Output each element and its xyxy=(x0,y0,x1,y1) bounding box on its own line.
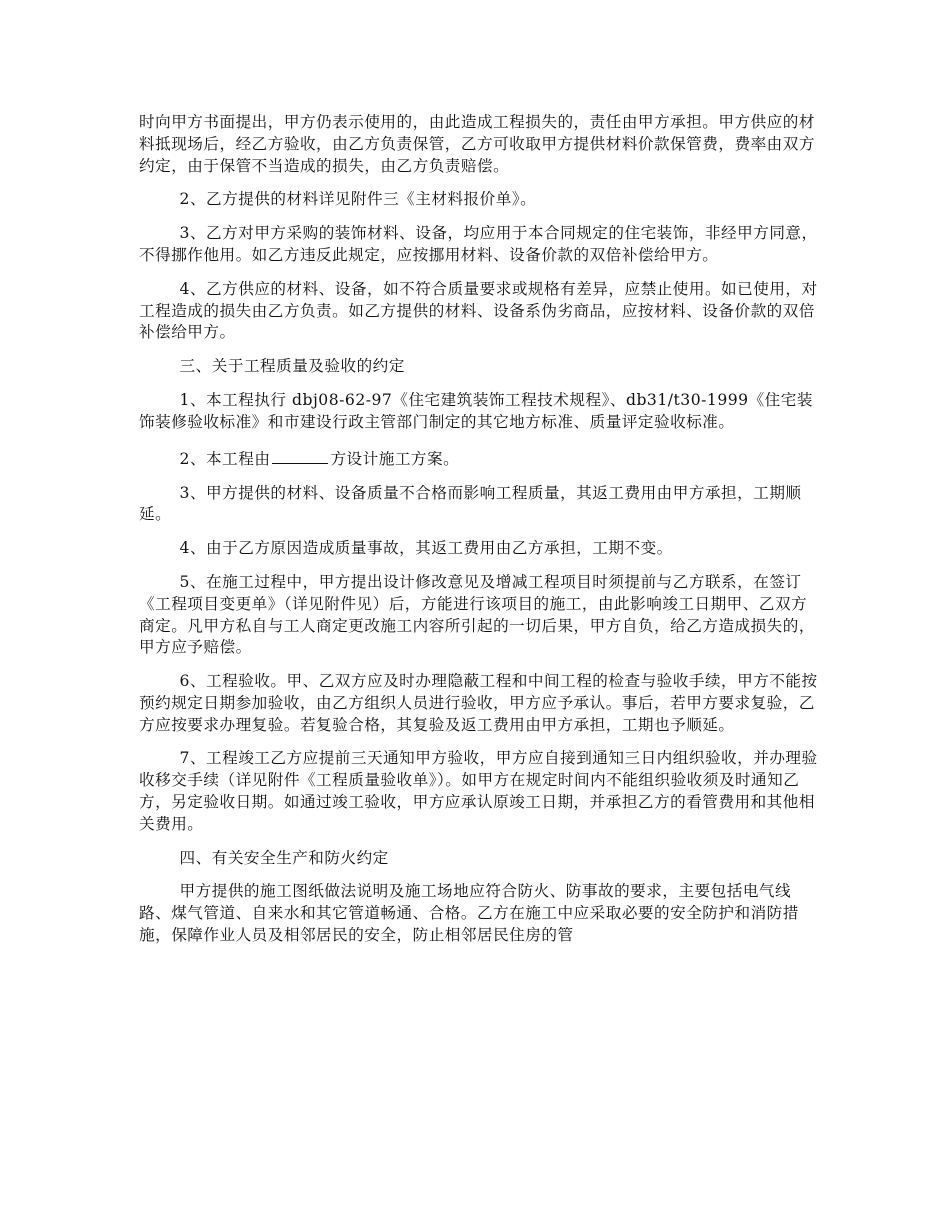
paragraph-continuation: 时向甲方书面提出，甲方仍表示使用的，由此造成工程损失的，责任由甲方承担。甲方供应的材料抵现场后，经乙方验收，由乙方负责保管，乙方可收取甲方提供材料价款保管费，费率由双方约定，由于保管不当造成的损失，由乙方负责赔偿。 xyxy=(139,113,815,175)
paragraph-quality-5: 5、在施工过程中，甲方提出设计修改意见及增减工程项目时须提前与乙方联系，在签订《工程项目变更单》（详见附件见）后，方能进行该项目的施工，由此影响竣工日期甲、乙双方商定。凡甲方私自与工人商定更改施工内容所引起的一切后果，甲方自负，给乙方造成损失的，甲方应予赔偿。 xyxy=(139,572,815,657)
paragraph-quality-3: 3、甲方提供的材料、设备质量不合格而影响工程质量，其返工费用由甲方承担，工期顺延。 xyxy=(139,483,802,524)
paragraph-quality-7: 7、工程竣工乙方应提前三天通知甲方验收，甲方应自接到通知三日内组织验收，并办理验收移交手续（详见附件《工程质量验收单》）。如甲方在规定时间内不能组织验收须及时通知乙方，另定验收日期。如通过竣工验收，甲方应承认原竣工日期，并承担乙方的看管费用和其他相关费用。 xyxy=(139,749,818,833)
document-body xyxy=(139,112,819,947)
section-heading-quality: 三、关于工程质量及验收的约定 xyxy=(179,357,405,376)
section-heading-safety: 四、有关安全生产和防火约定 xyxy=(179,848,389,867)
quality-2-text-after: 方设计施工方案。 xyxy=(330,449,460,468)
paragraph-quality-2 xyxy=(139,446,819,471)
paragraph-clause-2-materials: 2、乙方提供的材料详见附件三《主材料报价单》。 xyxy=(179,190,537,209)
paragraph-safety-1: 甲方提供的施工图纸做法说明及施工场地应符合防火、防事故的要求，主要包括电气线路、煤气管道、自来水和其它管道畅通、合格。乙方在施工中应采取必要的安全防护和消防措施，保障作业人员及相邻居民的安全，防止相邻居民住房的管 xyxy=(139,882,799,945)
fill-in-blank xyxy=(272,446,328,464)
paragraph-clause-4-materials: 4、乙方供应的材料、设备，如不符合质量要求或规格有差异，应禁止使用。如已使用，对工程造成的损失由乙方负责。如乙方提供的材料、设备系伪劣商品，应按材料、设备价款的双倍补偿给甲方。 xyxy=(139,279,818,342)
quality-2-text-before: 2、本工程由 xyxy=(179,449,271,468)
paragraph-quality-1: 1、本工程执行 dbj08-62-97《住宅建筑装饰工程技术规程》、db31/t30-1999《住宅装饰装修验收标准》和市建设行政主管部门制定的其它地方标准、质量评定验收标准。 xyxy=(139,390,813,431)
paragraph-quality-6: 6、工程验收。甲、乙双方应及时办理隐蔽工程和中间工程的检查与验收手续，甲方不能按预约规定日期参加验收，由乙方组织人员进行验收，甲方应予承认。事后，若甲方要求复验，乙方应按要求办理复验。若复验合格，其复验及返工费用由甲方承担，工期也予顺延。 xyxy=(139,672,818,734)
paragraph-clause-3-materials: 3、乙方对甲方采购的装饰材料、设备，均应用于本合同规定的住宅装饰，非经甲方同意，不得挪作他用。如乙方违反此规定，应按挪用材料、设备价款的双倍补偿给甲方。 xyxy=(139,224,818,264)
paragraph-quality-4: 4、由于乙方原因造成质量事故，其返工费用由乙方承担，工期不变。 xyxy=(179,539,673,558)
